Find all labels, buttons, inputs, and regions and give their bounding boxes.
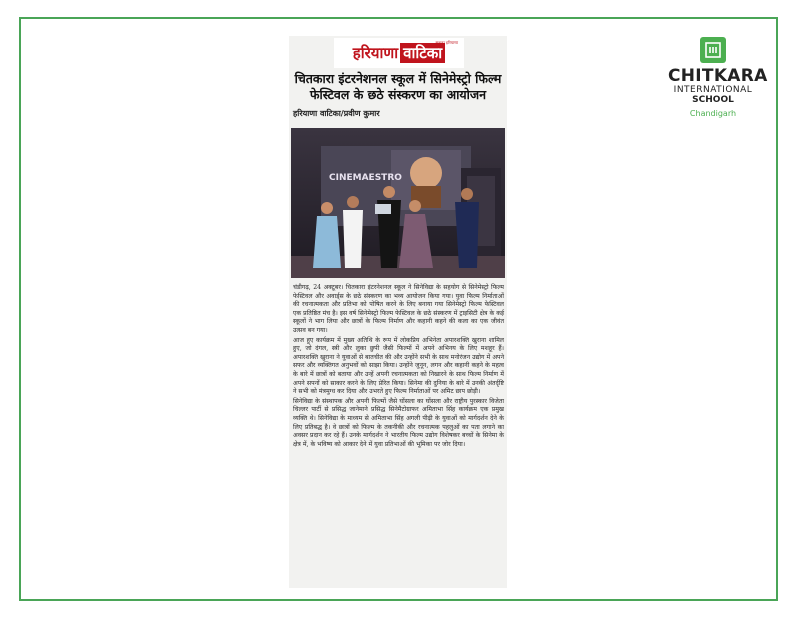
chitkara-logo-icon bbox=[700, 37, 726, 63]
masthead-tagline: सबका हरियाणा bbox=[435, 40, 458, 45]
logo-line-international: INTERNATIONAL bbox=[673, 85, 753, 95]
article-headline: चितकारा इंटरनेशनल स्कूल में सिनेमेस्ट्रो फिल्म फेस्टिवल के छठे संस्करण का आयोजन bbox=[294, 71, 502, 102]
chitkara-logo bbox=[668, 37, 768, 127]
logo-line-school: SCHOOL bbox=[692, 95, 734, 105]
newspaper-masthead bbox=[334, 38, 464, 68]
event-photo-illustration bbox=[291, 128, 505, 278]
article-paragraph-2: आज हुए कार्यक्रम में मुख्य अतिथि के रूप में लोकप्रिय अभिनेता अपारशक्ति खुराना शामिल हुए, जो दंगल, स्त्री और लुका छुपी जैसी फिल्मों में अपने अभिनय के लिए मशहूर हैं। अपारशक्ति खुराना ने युवाओं से बातचीत की और उन्होंने सभी के साथ मनोरंजन उद्योग में अपने सफर और व्यक्तिगत अनुभवों को साझा किया। उन्होंने जुनून, लगन और कहानी कहने के महत्व के बारे में छात्रों को बताया और उन्हें अपनी रचनात्मकता को निखारने के साथ फिल्म निर्माण में अपने सपनों को साकार करने के लिए प्रेरित किया। सिनेमा की दुनिया के बारे में उनकी अंतर्दृष्टि ने सभी को मंत्रमुग्ध कर दिया और उभरते हुए फिल्म निर्माताओं पर अमिट छाप छोड़ी। bbox=[293, 336, 504, 396]
logo-name: CHITKARA bbox=[668, 66, 768, 86]
article-byline: हरियाणा वाटिका/प्रवीण कुमार bbox=[293, 109, 380, 118]
logo-city: Chandigarh bbox=[689, 109, 737, 118]
article-paragraph-3: सिनेविद्या के संस्थापक और अपनी फिल्मों जैसे घोंसला का घोंसला और राष्ट्रीय पुरस्कार विजेता चिल्लर पार्टी से प्रसिद्ध जानेमाने प्रसिद्ध सिनेमैटोग्राफर अमिताभा सिंह कार्यक्रम एक प्रमुख व्यक्ति थे। सिनेविद्या के माध्यम से अमिताभा सिंह अगली पीढ़ी के युवाओं को मार्गदर्शन देने के लिए प्रतिबद्ध है। वे छात्रों को फिल्म के तकनीकी और रचनात्मक पहलुओं का पता लगाने का अवसर प्रदान कर रहे हैं। उनके मार्गदर्शन ने भारतीय फिल्म उद्योग विशेषकर बच्चों के सिनेमा के क्षेत्र में, के भविष्य को आकार देने में युवा प्रतिभाओं की भूमिका पर जोर दिया। bbox=[293, 397, 504, 448]
newspaper-clipping bbox=[289, 36, 507, 588]
article-body bbox=[293, 284, 504, 450]
stage-banner-text: CINEMAESTRO bbox=[329, 173, 402, 183]
article-paragraph-1: चंडीगढ़, 24 अक्टूबर। चितकारा इंटरनेशनल स्कूल ने सिनेविद्या के सहयोग से सिनेमेस्ट्रो फिल्म फेस्टिवल और अवार्ड्स के छठे संस्करण का भव्य आयोजन किया गया। युवा फिल्म निर्माताओं की रचनात्मकता और प्रतिभा को पोषित करने के लिए बनाया गया सिनेमेस्ट्रो फिल्म फेस्टिवल एक प्रतिष्ठित मंच है। इस वर्ष सिनेमेस्ट्रो फिल्म फेस्टिवल के छठे संस्करण में ट्राइसिटी क्षेत्र के कई स्कूलों ने भाग लिया और छात्रों के फिल्म निर्माण और कहानी कहने की कला का एक जीवंत उत्सव बन गया। bbox=[293, 284, 504, 334]
event-photo bbox=[291, 128, 505, 278]
masthead-name-part1: हरियाणा bbox=[352, 44, 399, 62]
masthead-name-part2: वाटिका bbox=[400, 43, 445, 63]
